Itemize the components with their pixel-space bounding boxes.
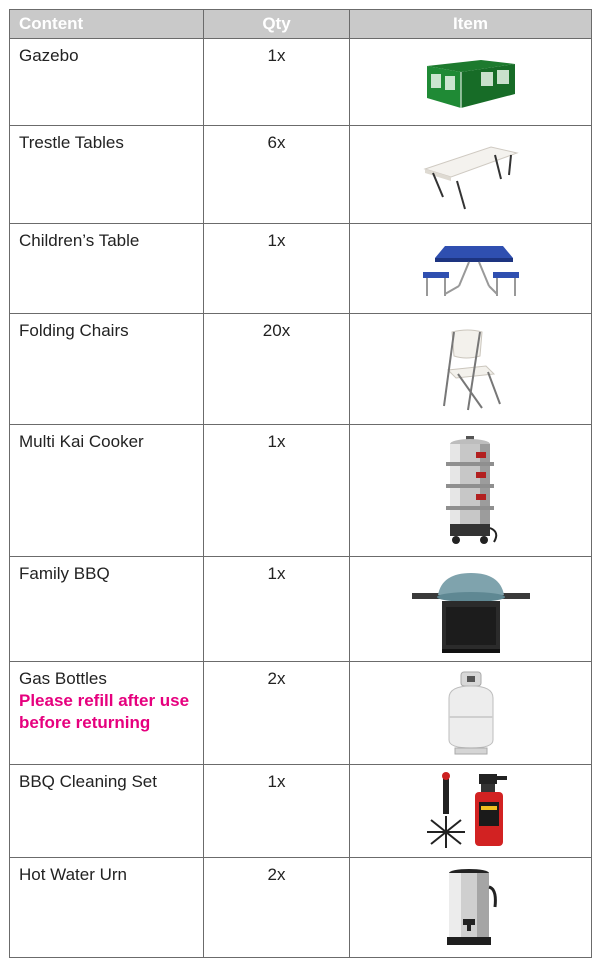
bbq-icon [408,563,534,655]
table-row [10,662,592,765]
row-content: Hot Water Urn [10,858,204,958]
row-content [10,662,204,765]
row-item [350,126,592,224]
row-item [350,314,592,425]
childrens-table-icon [419,236,523,302]
row-content: Multi Kai Cooker [10,425,204,557]
equipment-table [9,9,592,958]
row-qty: 1x [204,557,350,662]
row-content: Children’s Table [10,224,204,314]
kai-cooker-icon [436,434,506,548]
row-item [350,224,592,314]
row-qty: 1x [204,224,350,314]
row-qty: 2x [204,858,350,958]
header-item: Item [350,10,592,39]
table-row [10,557,592,662]
row-qty: 20x [204,314,350,425]
row-qty: 6x [204,126,350,224]
row-content: Trestle Tables [10,126,204,224]
table-row [10,314,592,425]
gazebo-icon [421,52,521,112]
header-content: Content [10,10,204,39]
row-qty: 1x [204,39,350,126]
row-qty: 1x [204,425,350,557]
row-item [350,858,592,958]
row-content: Gazebo [10,39,204,126]
hot-water-urn-icon [443,867,499,949]
row-qty: 1x [204,765,350,858]
gas-bottle-icon [441,670,501,756]
table-row [10,224,592,314]
row-content: Family BBQ [10,557,204,662]
row-item [350,39,592,126]
bbq-cleaning-set-icon [423,770,519,852]
table-row [10,425,592,557]
folding-chair-icon [438,326,504,412]
row-qty: 2x [204,662,350,765]
header-qty: Qty [204,10,350,39]
trestle-table-icon [421,135,521,215]
refill-note-line-1: Please refill after use [19,691,190,710]
row-item [350,557,592,662]
row-item [350,425,592,557]
table-row [10,858,592,958]
refill-note [19,690,203,734]
table-row [10,39,592,126]
table-row [10,126,592,224]
row-content: Folding Chairs [10,314,204,425]
row-item [350,765,592,858]
row-item [350,662,592,765]
refill-note-line-2: before returning [19,713,151,732]
item-name: Gas Bottles [19,669,107,688]
row-content: BBQ Cleaning Set [10,765,204,858]
table-row [10,765,592,858]
table-header-row [10,10,592,39]
